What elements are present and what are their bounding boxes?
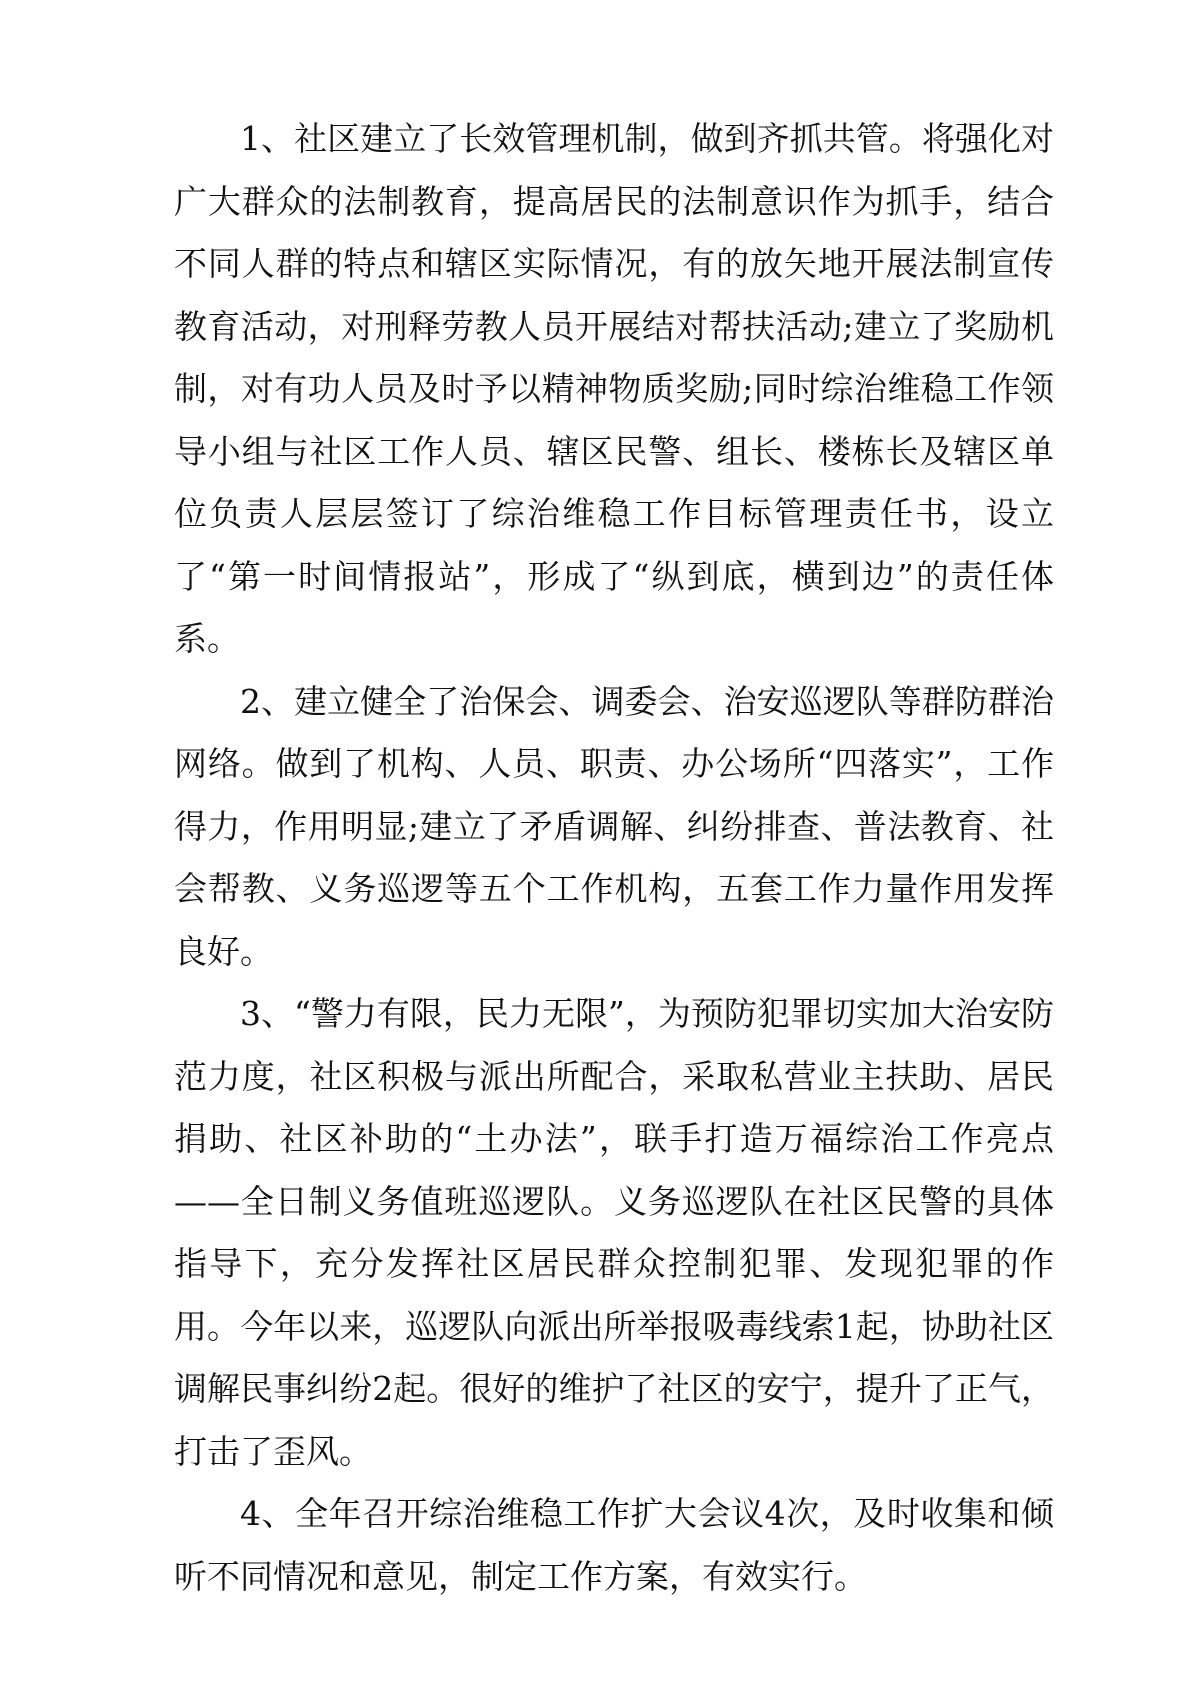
paragraph-2: 2、建立健全了治保会、调委会、治安巡逻队等群防群治网络。做到了机构、人员、职责、办公场所“四落实”，工作得力，作用明显;建立了矛盾调解、纠纷排查、普法教育、社会帮教、义务巡逻等五个工作机构，五套工作力量作用发挥良好。 — [174, 681, 1054, 971]
paragraph-1: 1、社区建立了长效管理机制，做到齐抓共管。将强化对广大群众的法制教育，提高居民的法制意识作为抓手，结合不同人群的特点和辖区实际情况，有的放矢地开展法制宣传教育活动，对刑释劳教人员开展结对帮扶活动;建立了奖励机制，对有功人员及时予以精神物质奖励;同时综治维稳工作领导小组与社区工作人员、辖区民警、组长、楼栋长及辖区单位负责人层层签订了综治维稳工作目标管理责任书，设立了“第一时间情报站”，形成了“纵到底，横到边”的责任体系。 — [174, 119, 1054, 658]
document-body — [174, 108, 1054, 1608]
paragraph-3: 3、“警力有限，民力无限”，为预防犯罪切实加大治安防范力度，社区积极与派出所配合，采取私营业主扶助、居民捐助、社区补助的“土办法”，联手打造万福综治工作亮点——全日制义务值班巡逻队。义务巡逻队在社区民警的具体指导下，充分发挥社区居民群众控制犯罪、发现犯罪的作用。今年以来，巡逻队向派出所举报吸毒线索1起，协助社区调解民事纠纷2起。很好的维护了社区的安宁，提升了正气，打击了歪风。 — [174, 994, 1054, 1471]
paragraph-4: 4、全年召开综治维稳工作扩大会议4次，及时收集和倾听不同情况和意见，制定工作方案，有效实行。 — [174, 1494, 1054, 1596]
